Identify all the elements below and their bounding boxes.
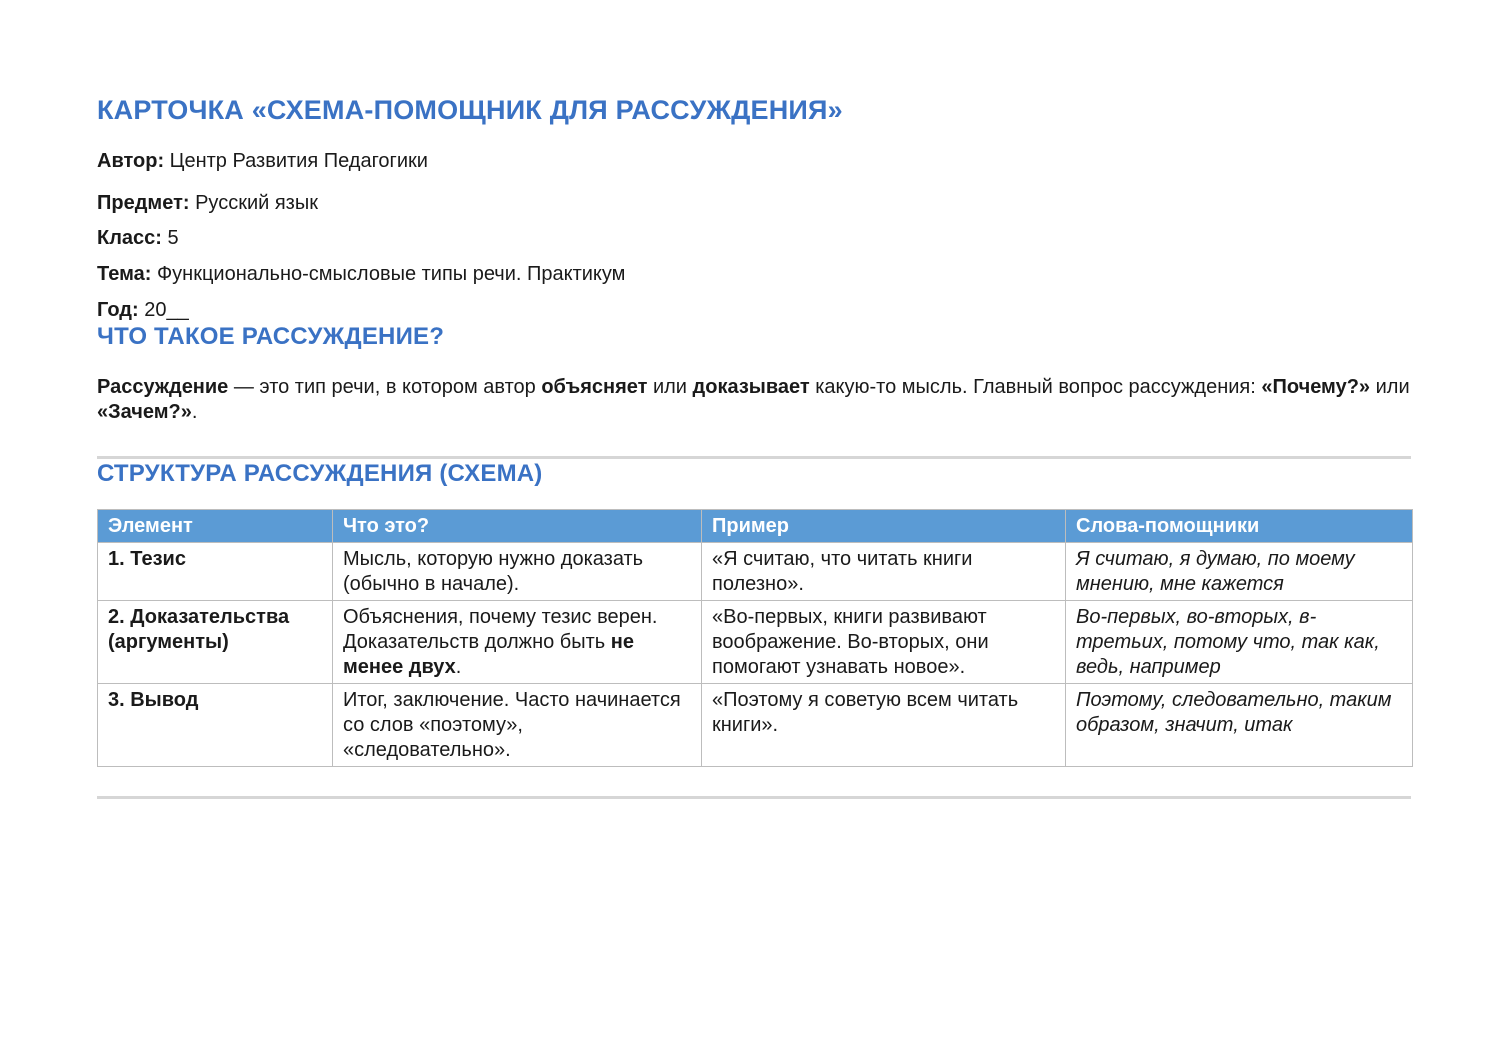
definition-term: Рассуждение [97, 376, 229, 398]
class-label: Класс: [97, 227, 162, 249]
subject-label: Предмет: [97, 192, 190, 214]
definition-text: или [647, 376, 693, 398]
definition-text: какую-то мысль. Главный вопрос рассуждения: [809, 376, 1262, 398]
structure-table [97, 509, 1413, 767]
author-value: Центр Развития Педагогики [164, 150, 428, 172]
cell-what: Мысль, которую нужно доказать (обычно в начале). [333, 543, 702, 601]
header-words: Слова-помощники [1066, 510, 1413, 543]
cell-what-text: Объяснения, почему тезис верен. Доказательств должно быть [343, 606, 658, 653]
topic-value: Функционально-смысловые типы речи. Практикум [151, 263, 626, 285]
table-header-row [98, 510, 1413, 543]
cell-element: 3. Вывод [98, 684, 333, 767]
definition-text: или [1370, 376, 1410, 398]
cell-example: «Я считаю, что читать книги полезно». [702, 543, 1066, 601]
cell-what: Итог, заключение. Часто начинается со слов «поэтому», «следовательно». [333, 684, 702, 767]
subject-value: Русский язык [189, 192, 318, 214]
header-element: Элемент [98, 510, 333, 543]
table-row [98, 543, 1413, 601]
document-page [97, 92, 1411, 799]
cell-element: 2. Доказательства (аргументы) [98, 601, 333, 684]
section-divider [97, 796, 1411, 799]
meta-class [97, 226, 1411, 250]
definition-question: «Зачем?» [97, 401, 192, 423]
cell-words: Поэтому, следовательно, таким образом, значит, итак [1066, 684, 1413, 767]
table-row [98, 601, 1413, 684]
section-title-structure: СТРУКТУРА РАССУЖДЕНИЯ (СХЕМА) [97, 460, 543, 487]
meta-topic [97, 262, 1411, 286]
cell-what-text: . [455, 656, 462, 678]
class-value: 5 [161, 227, 179, 249]
cell-example: «Во-первых, книги развивают воображение. Во-вторых, они помогают узнавать новое». [702, 601, 1066, 684]
meta-subject [97, 191, 1411, 215]
header-what: Что это? [333, 510, 702, 543]
definition-question: «Почему?» [1261, 376, 1371, 398]
cell-what [333, 601, 702, 684]
year-label: Год: [97, 299, 139, 321]
cell-words: Я считаю, я думаю, по моему мнению, мне кажется [1066, 543, 1413, 601]
header-example: Пример [702, 510, 1066, 543]
definition-paragraph [97, 375, 1411, 425]
cell-what-emphasis: не менее двух [343, 631, 634, 678]
author-label: Автор: [97, 150, 165, 172]
cell-words: Во-первых, во-вторых, в-третьих, потому что, так как, ведь, например [1066, 601, 1413, 684]
meta-author [97, 149, 1411, 173]
year-value: 20__ [138, 299, 189, 321]
meta-year [97, 298, 1411, 322]
cell-example: «Поэтому я советую всем читать книги». [702, 684, 1066, 767]
definition-emphasis: объясняет [541, 376, 648, 398]
definition-text: — это тип речи, в котором автор [228, 376, 542, 398]
cell-element: 1. Тезис [98, 543, 333, 601]
section-title-definition: ЧТО ТАКОЕ РАССУЖДЕНИЕ? [97, 323, 445, 350]
topic-label: Тема: [97, 263, 152, 285]
document-title: КАРТОЧКА «СХЕМА-ПОМОЩНИК ДЛЯ РАССУЖДЕНИЯ» [97, 95, 843, 125]
table-row [98, 684, 1413, 767]
definition-emphasis: доказывает [692, 376, 810, 398]
definition-text: . [191, 401, 198, 423]
